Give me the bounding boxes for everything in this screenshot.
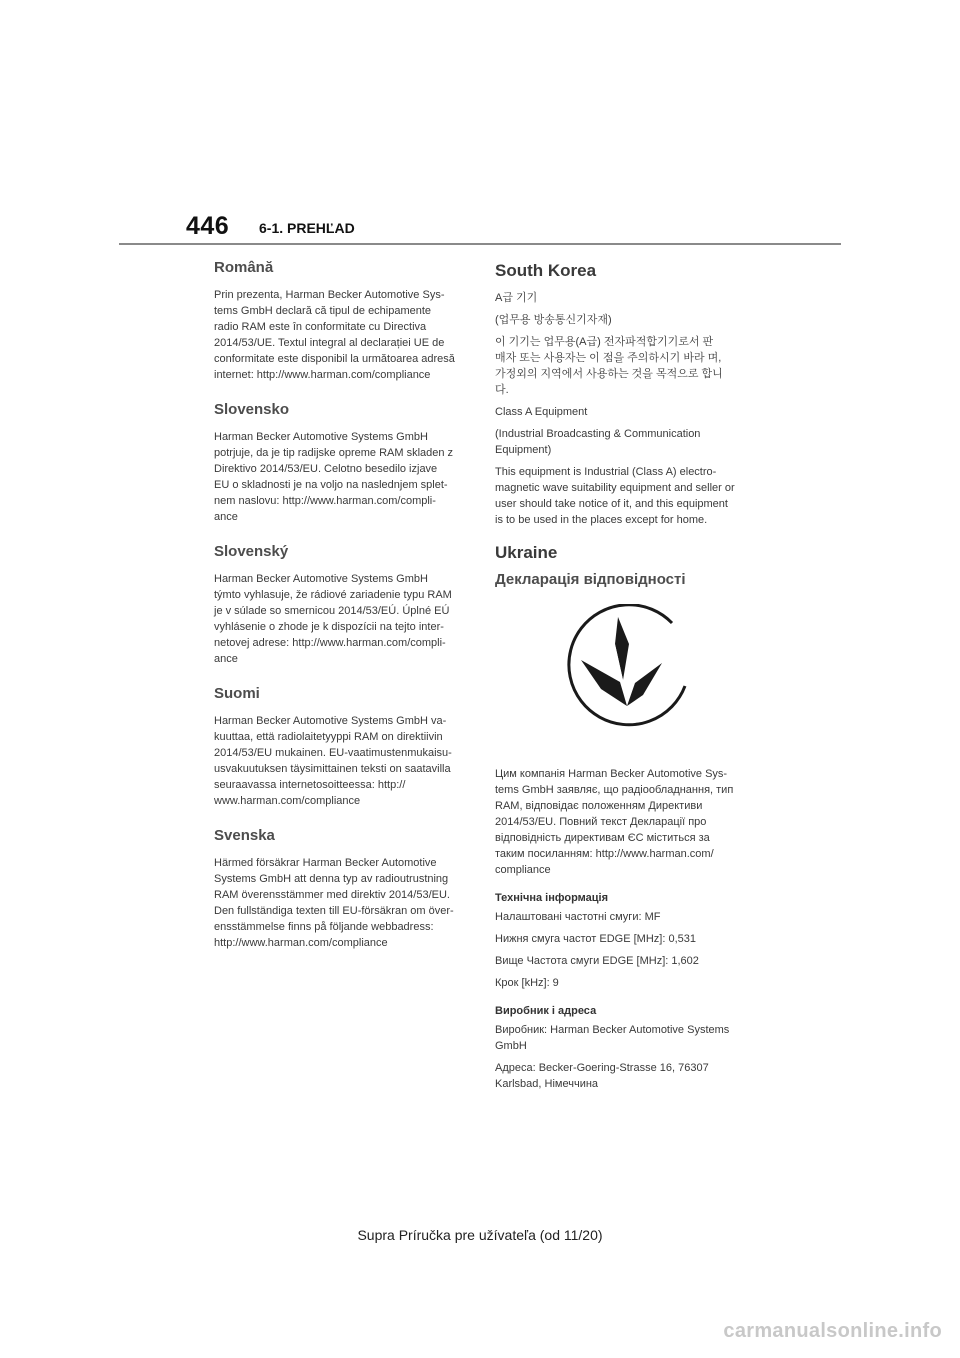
section-text-romana: Prin prezenta, Harman Becker Automotive Sys- tems GmbH declară că tipul de echipamente radio RAM este în conformitate cu Directiva 2014/53/UE. Textul integral al declarației UE de conformitate este disponibil la următoarea adresă internet: http://www.harman.com/compliance (214, 289, 455, 381)
section-heading-slovensky: Slovenský (214, 543, 289, 560)
section-text-slovensko: Harman Becker Automotive Systems GmbH potrjuje, da je tip radijske opreme RAM skladen z Direktivo 2014/53/EU. Celotno besedilo izjave EU o skladnosti je na voljo na naslednjem splet- nem naslovu: http://www.harman.com/compli- ance (214, 431, 454, 523)
section-heading-slovensko: Slovensko (214, 401, 290, 418)
ukraine-conformity-mark-icon (559, 604, 693, 738)
ukraine-tech-heading: Технічна інформація (495, 892, 608, 904)
section-heading-svenska: Svenska (214, 827, 275, 844)
korea-class-a: A급 기기 (495, 292, 538, 304)
section-heading-romana: Română (214, 259, 274, 276)
ukraine-tech-bands: Налаштовані частотні смуги: MF (495, 911, 661, 923)
ukraine-declaration-text: Цим компанія Harman Becker Automotive Sys- tems GmbH заявляє, що радіообладнання, тип RAM, відповідає положенням Директиви 2014/53/EU. Повний текст Декларації про відповідність директивам ЄС міститься за таким посиланням: http://www.harman.com/ compliance (495, 768, 734, 876)
section-text-svenska: Härmed försäkrar Harman Becker Automotive Systems GmbH att denna typ av radioutrustning RAM överensstämmer med direktiv 2014/53/EU. Den fullständiga texten till EU-försäkran om över- ensstämmelse finns på följande webbadress: http://www.harman.com/compliance (214, 857, 454, 949)
header-divider (119, 243, 841, 245)
section-heading-suomi: Suomi (214, 685, 260, 702)
korea-notice-en: This equipment is Industrial (Class A) electro- magnetic wave suitability equipment and seller or user should take notice of it, and this equipment is to be used in the places except for home. (495, 466, 735, 526)
heading-south-korea: South Korea (495, 261, 597, 280)
ukraine-tech-upper-edge: Вище Частота смуги EDGE [MHz]: 1,602 (495, 955, 699, 967)
korea-business-use: (업무용 방송통신기자재) (495, 314, 612, 326)
ukraine-conformity-mark (495, 604, 757, 738)
heading-ukraine: Ukraine (495, 543, 558, 562)
left-column (214, 258, 466, 951)
ukraine-manufacturer-heading: Виробник і адреса (495, 1005, 597, 1017)
ukraine-address: Адреса: Becker-Goering-Strasse 16, 76307 Karlsbad, Німеччина (495, 1062, 709, 1090)
site-watermark: carmanualsonline.info (723, 1320, 942, 1342)
right-column (495, 258, 757, 1098)
ukraine-manufacturer: Виробник: Harman Becker Automotive Systems GmbH (495, 1024, 730, 1052)
korea-class-a-en: Class A Equipment (495, 406, 588, 418)
ukraine-tech-lower-edge: Нижня смуга частот EDGE [MHz]: 0,531 (495, 933, 696, 945)
korea-equipment-type: (Industrial Broadcasting & Communication Equipment) (495, 428, 701, 456)
page-header (0, 0, 960, 250)
section-title: 6-1. PREHĽAD (259, 220, 355, 236)
page-footer: Supra Príručka pre užívateľa (od 11/20) (357, 1227, 603, 1243)
section-text-suomi: Harman Becker Automotive Systems GmbH va- kuuttaa, että radiolaitetyyppi RAM on direktiivin 2014/53/EU mukainen. EU-vaatimustenmukaisu- usvakuutuksen täysimittainen teksti on saatavilla seuraavassa internetosoitteessa: http:// www.harman.com/compliance (214, 715, 452, 807)
korea-notice: 이 기기는 업무용(A급) 전자파적합기기로서 판 매자 또는 사용자는 이 점을 주의하시기 바라 며, 가정외의 지역에서 사용하는 것을 목적으로 합니 다. (495, 336, 723, 396)
section-text-slovensky: Harman Becker Automotive Systems GmbH týmto vyhlasuje, že rádiové zariadenie typu RAM je v súlade so smernicou 2014/53/EÚ. Úplné EÚ vyhlásenie o zhode je k dispozícii na tejto inter- netovej adrese: http://www.harman.com/compli- ance (214, 573, 452, 665)
ukraine-tech-step: Крок [kHz]: 9 (495, 977, 559, 989)
page-number: 446 (186, 212, 230, 240)
ukraine-declaration-heading: Декларація відповідності (495, 571, 686, 588)
